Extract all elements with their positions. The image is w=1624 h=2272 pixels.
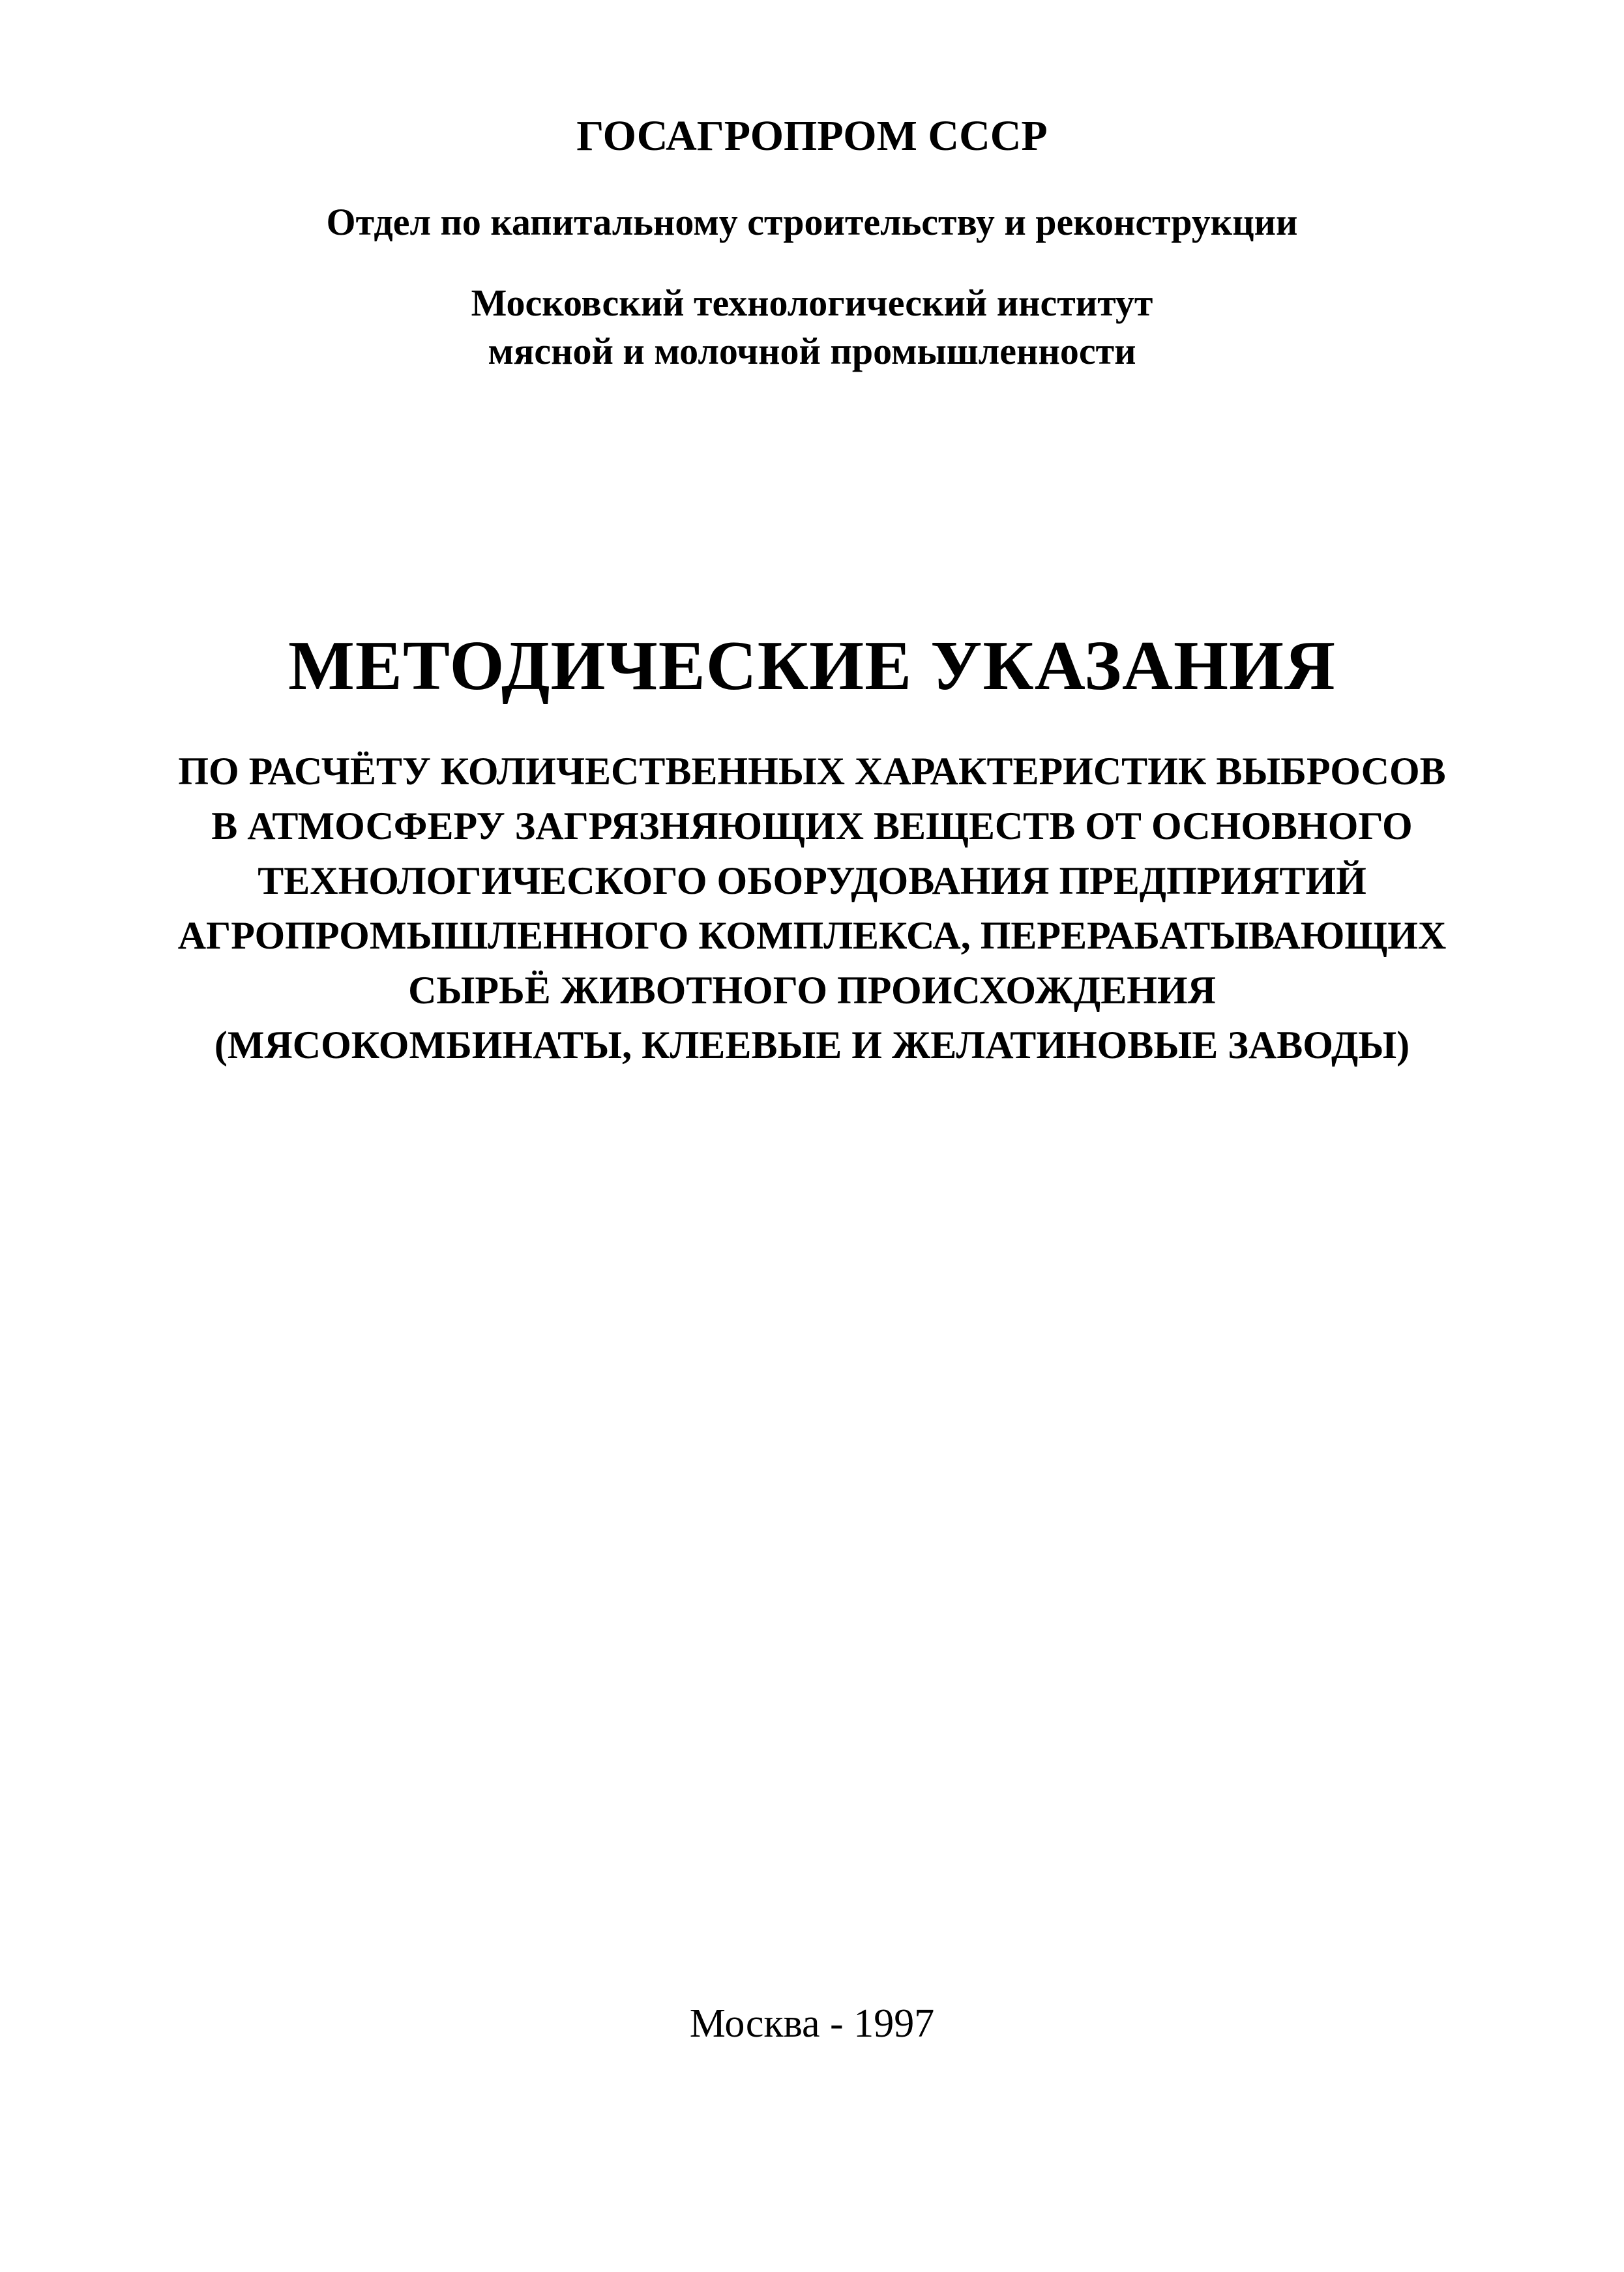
subtitle-line-6: (МЯСОКОМБИНАТЫ, КЛЕЕВЫЕ И ЖЕЛАТИНОВЫЕ ЗАВОДЫ) (214, 1024, 1410, 1067)
subtitle-line-5: СЫРЬЁ ЖИВОТНОГО ПРОИСХОЖДЕНИЯ (408, 969, 1216, 1012)
document-title: МЕТОДИЧЕСКИЕ УКАЗАНИЯ (288, 627, 1336, 705)
place-and-year: Москва - 1997 (689, 2001, 935, 2046)
subtitle-line-1: ПО РАСЧЁТУ КОЛИЧЕСТВЕННЫХ ХАРАКТЕРИСТИК ВЫБРОСОВ (178, 750, 1446, 793)
department-name: Отдел по капитальному строительству и реконструкции (326, 201, 1298, 243)
subtitle-line-2: В АТМОСФЕРУ ЗАГРЯЗНЯЮЩИХ ВЕЩЕСТВ ОТ ОСНОВНОГО (211, 804, 1413, 848)
subtitle-line-4: АГРОПРОМЫШЛЕННОГО КОМПЛЕКСА, ПЕРЕРАБАТЫВАЮЩИХ (177, 914, 1447, 957)
organization-name: ГОСАГРОПРОМ СССР (576, 112, 1048, 160)
institute-name-line-2: мясной и молочной промышленности (488, 330, 1136, 372)
subtitle-line-3: ТЕХНОЛОГИЧЕСКОГО ОБОРУДОВАНИЯ ПРЕДПРИЯТИЙ (258, 859, 1366, 902)
institute-name-line-1: Московский технологический институт (471, 282, 1153, 324)
